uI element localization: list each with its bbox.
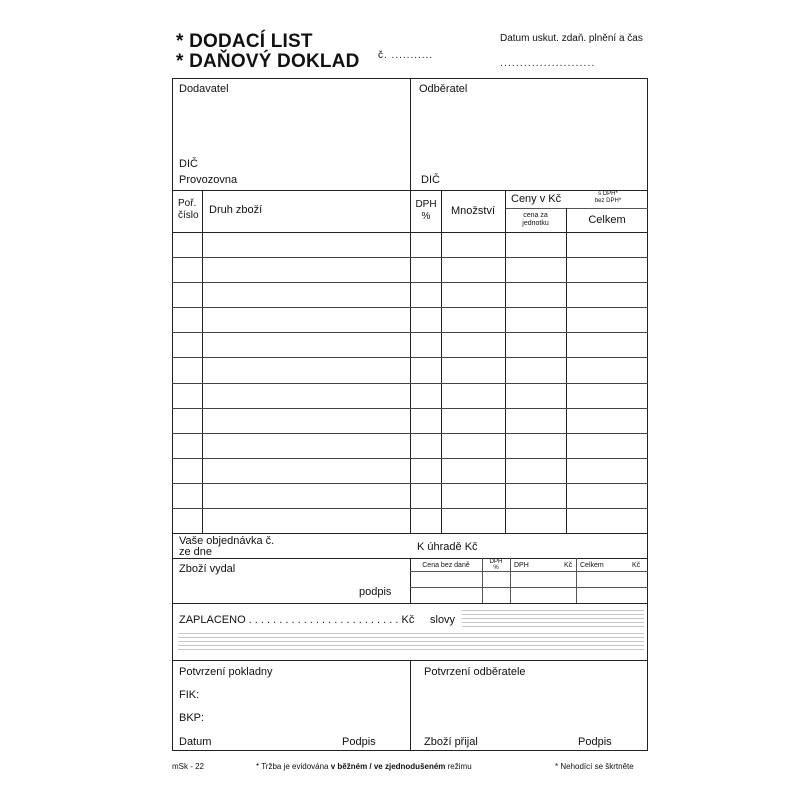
items-header-bottom [172, 232, 648, 233]
divider-parties [410, 78, 411, 533]
register-label: Potvrzení pokladny [179, 666, 273, 678]
supplier-field[interactable] [178, 98, 404, 154]
col-unit-price-line2: jednotku [522, 220, 549, 227]
vat-col-rate-line1: DPH [489, 559, 503, 565]
col-total-header: Celkem [588, 214, 626, 226]
title-delivery-note: * DODACÍ LIST [176, 31, 313, 52]
col-vat-header-line2: % [421, 211, 431, 222]
tax-date-label: Datum uskut. zdaň. plnění a čas [500, 33, 643, 44]
col-no-header-line2: číslo [178, 210, 199, 221]
form-code: mSk - 22 [172, 762, 205, 771]
customer-field[interactable] [418, 98, 644, 168]
supplier-dic-label: DIČ [179, 158, 198, 170]
issued-section-bottom [172, 603, 648, 604]
issued-label: Zboží vydal [179, 563, 236, 575]
customer-label: Odběratel [419, 83, 468, 95]
col-divider-no [202, 190, 203, 533]
paid-label: ZAPLACENO . . . . . . . . . . . . . . . . . . . . . . . . . Kč [179, 614, 415, 626]
bkp-label: BKP: [179, 712, 205, 724]
fik-label: FIK: [179, 689, 200, 701]
customer-signature-label: Podpis [578, 736, 612, 748]
order-number-label: Vaše objednávka č. [179, 535, 275, 547]
vat-summary-header-line [410, 571, 648, 572]
vat-col-rate-line2: % [493, 565, 499, 571]
footer-note [256, 762, 472, 771]
items-table-bottom [172, 533, 648, 534]
prices-header: Ceny v Kč [511, 193, 562, 205]
vat-col-vat: DPH [514, 562, 529, 569]
col-divider-vat [441, 190, 442, 533]
vat-summary-row-line [410, 587, 648, 588]
table-row-line [172, 508, 648, 509]
paid-words-field-extra[interactable] [178, 630, 644, 652]
register-signature-label: Podpis [342, 736, 376, 748]
table-row-line [172, 433, 648, 434]
table-row-line [172, 383, 648, 384]
goods-received-label: Zboží přijal [424, 736, 478, 748]
order-date-label: ze dne [179, 546, 213, 558]
vat-col-vat-unit: Kč [564, 562, 573, 569]
prices-note-line1: s DPH* [598, 191, 618, 197]
customer-confirm-label: Potvrzení odběratele [424, 666, 526, 678]
title-tax-document: * DAŇOVÝ DOKLAD [176, 51, 360, 72]
register-date-label: Datum [179, 736, 212, 748]
col-divider-qty [505, 190, 506, 533]
footer-note-suffix: režimu [445, 762, 472, 771]
table-row-line [172, 257, 648, 258]
paid-words-label: slovy [430, 614, 456, 626]
supplier-label: Dodavatel [179, 83, 229, 95]
col-qty-header: Množství [450, 205, 495, 217]
footer-note-prefix: * Tržba je evidována [256, 762, 331, 771]
vat-col-total: Celkem [580, 562, 604, 569]
table-row-line [172, 357, 648, 358]
col-no-header-line1: Poř. [178, 198, 197, 209]
divider-confirm [410, 660, 411, 751]
col-vat-header-line1: DPH [415, 199, 437, 210]
customer-dic-label: DIČ [421, 174, 440, 186]
document-number-label: č. ........... [378, 50, 434, 61]
table-row-line [172, 458, 648, 459]
supplier-branch-label: Provozovna [179, 174, 238, 186]
table-row-line [172, 483, 648, 484]
table-row-line [172, 408, 648, 409]
table-row-line [172, 307, 648, 308]
footer-note-bold: v běžném / ve zjednodušeném [330, 762, 446, 771]
issued-signature-label: podpis [359, 586, 392, 598]
footer-strike-note: * Nehodící se škrtněte [555, 762, 634, 771]
col-goods-header: Druh zboží [209, 204, 263, 216]
items-table-top [172, 190, 648, 191]
vat-col-divider-3 [576, 558, 577, 603]
table-row-line [172, 282, 648, 283]
to-pay-field[interactable] [486, 537, 644, 554]
vat-col-base: Cena bez daně [422, 562, 470, 569]
paid-words-field[interactable] [462, 607, 644, 627]
vat-col-total-unit: Kč [632, 562, 641, 569]
prices-note-line2: bez DPH* [594, 198, 622, 204]
col-unit-price-line1: cena za [523, 212, 548, 219]
vat-col-divider-2 [510, 558, 511, 603]
tax-date-field[interactable]: ........................ [500, 58, 596, 69]
table-row-line [172, 332, 648, 333]
to-pay-label: K úhradě Kč [417, 541, 478, 553]
prices-subheader-line [505, 208, 648, 209]
